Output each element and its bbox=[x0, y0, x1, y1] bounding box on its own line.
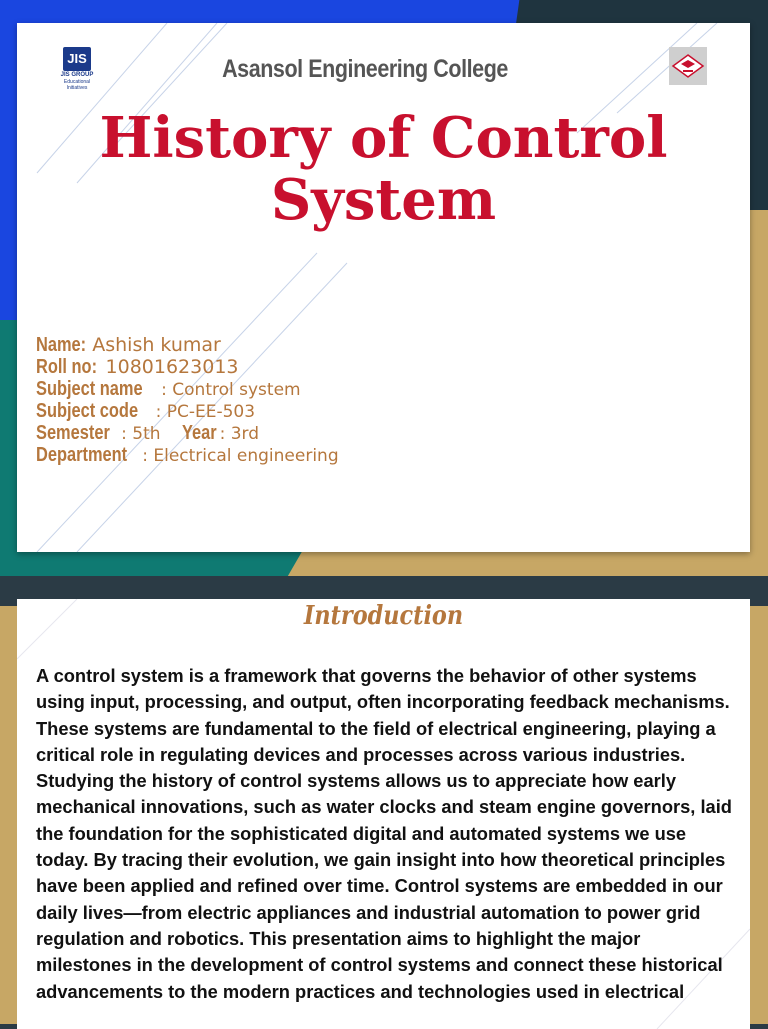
department-value: : Electrical engineering bbox=[142, 446, 339, 466]
info-row-semester bbox=[36, 422, 339, 444]
semester-label: Semester bbox=[36, 422, 110, 444]
info-row-name bbox=[36, 334, 339, 356]
info-row-subject bbox=[36, 378, 339, 400]
semester-value: : 5th bbox=[121, 424, 161, 444]
presentation-title bbox=[17, 107, 750, 231]
subject-code-label: Subject code bbox=[36, 400, 139, 422]
info-row-roll bbox=[36, 356, 339, 378]
subject-value: : Control system bbox=[161, 380, 301, 400]
year-label: Year bbox=[182, 422, 217, 444]
jis-logo-mark: JIS bbox=[63, 47, 91, 71]
introduction-heading: Introduction bbox=[303, 601, 464, 631]
roll-label: Roll no: bbox=[36, 356, 98, 378]
title-line-1: History of Control bbox=[99, 105, 668, 171]
department-label: Department bbox=[36, 444, 128, 466]
jis-logo-tagline: Educational Initiatives bbox=[63, 79, 91, 91]
introduction-slide bbox=[17, 599, 750, 1029]
student-info bbox=[36, 334, 339, 466]
info-row-code bbox=[36, 400, 339, 422]
year-value: : 3rd bbox=[219, 424, 260, 444]
college-crest-logo bbox=[669, 47, 707, 85]
college-name: Asansol Engineering College bbox=[222, 55, 508, 83]
subject-code-value: : PC-EE-503 bbox=[155, 402, 256, 422]
gold-edge-right bbox=[748, 606, 768, 1024]
name-label: Name: bbox=[36, 334, 87, 356]
title-line-2: System bbox=[270, 167, 497, 233]
crest-icon bbox=[669, 47, 707, 85]
decorative-lines bbox=[17, 23, 750, 552]
roll-value: 10801623013 bbox=[105, 356, 239, 378]
jis-logo-subtitle: JIS GROUP bbox=[60, 72, 94, 78]
name-value: Ashish kumar bbox=[92, 334, 221, 356]
info-row-department bbox=[36, 444, 339, 466]
introduction-paragraph: A control system is a framework that governs the behavior of other systems using input, processing, and output, often incorporating feedback mechanisms. These systems are fundamental to the field of electrical engineering, playing a critical role in regulating devices and processes across various industries. Studying the history of control systems allows us to appreciate how early mechanical innovations, such as water clocks and steam engine governors, laid the foundation for the sophisticated digital and automated systems we use today. By tracing their evolution, we gain insight into how theoretical principles have been applied and refined over time. Control systems are embedded in our daily lives—from electric appliances and industrial automation to power grid regulation and robotics. This presentation aims to highlight the major milestones in the development of control systems and connect these historical advancements to the modern practices and technologies used in electrical bbox=[36, 665, 732, 1002]
title-slide bbox=[17, 23, 750, 552]
subject-label: Subject name bbox=[36, 378, 143, 400]
